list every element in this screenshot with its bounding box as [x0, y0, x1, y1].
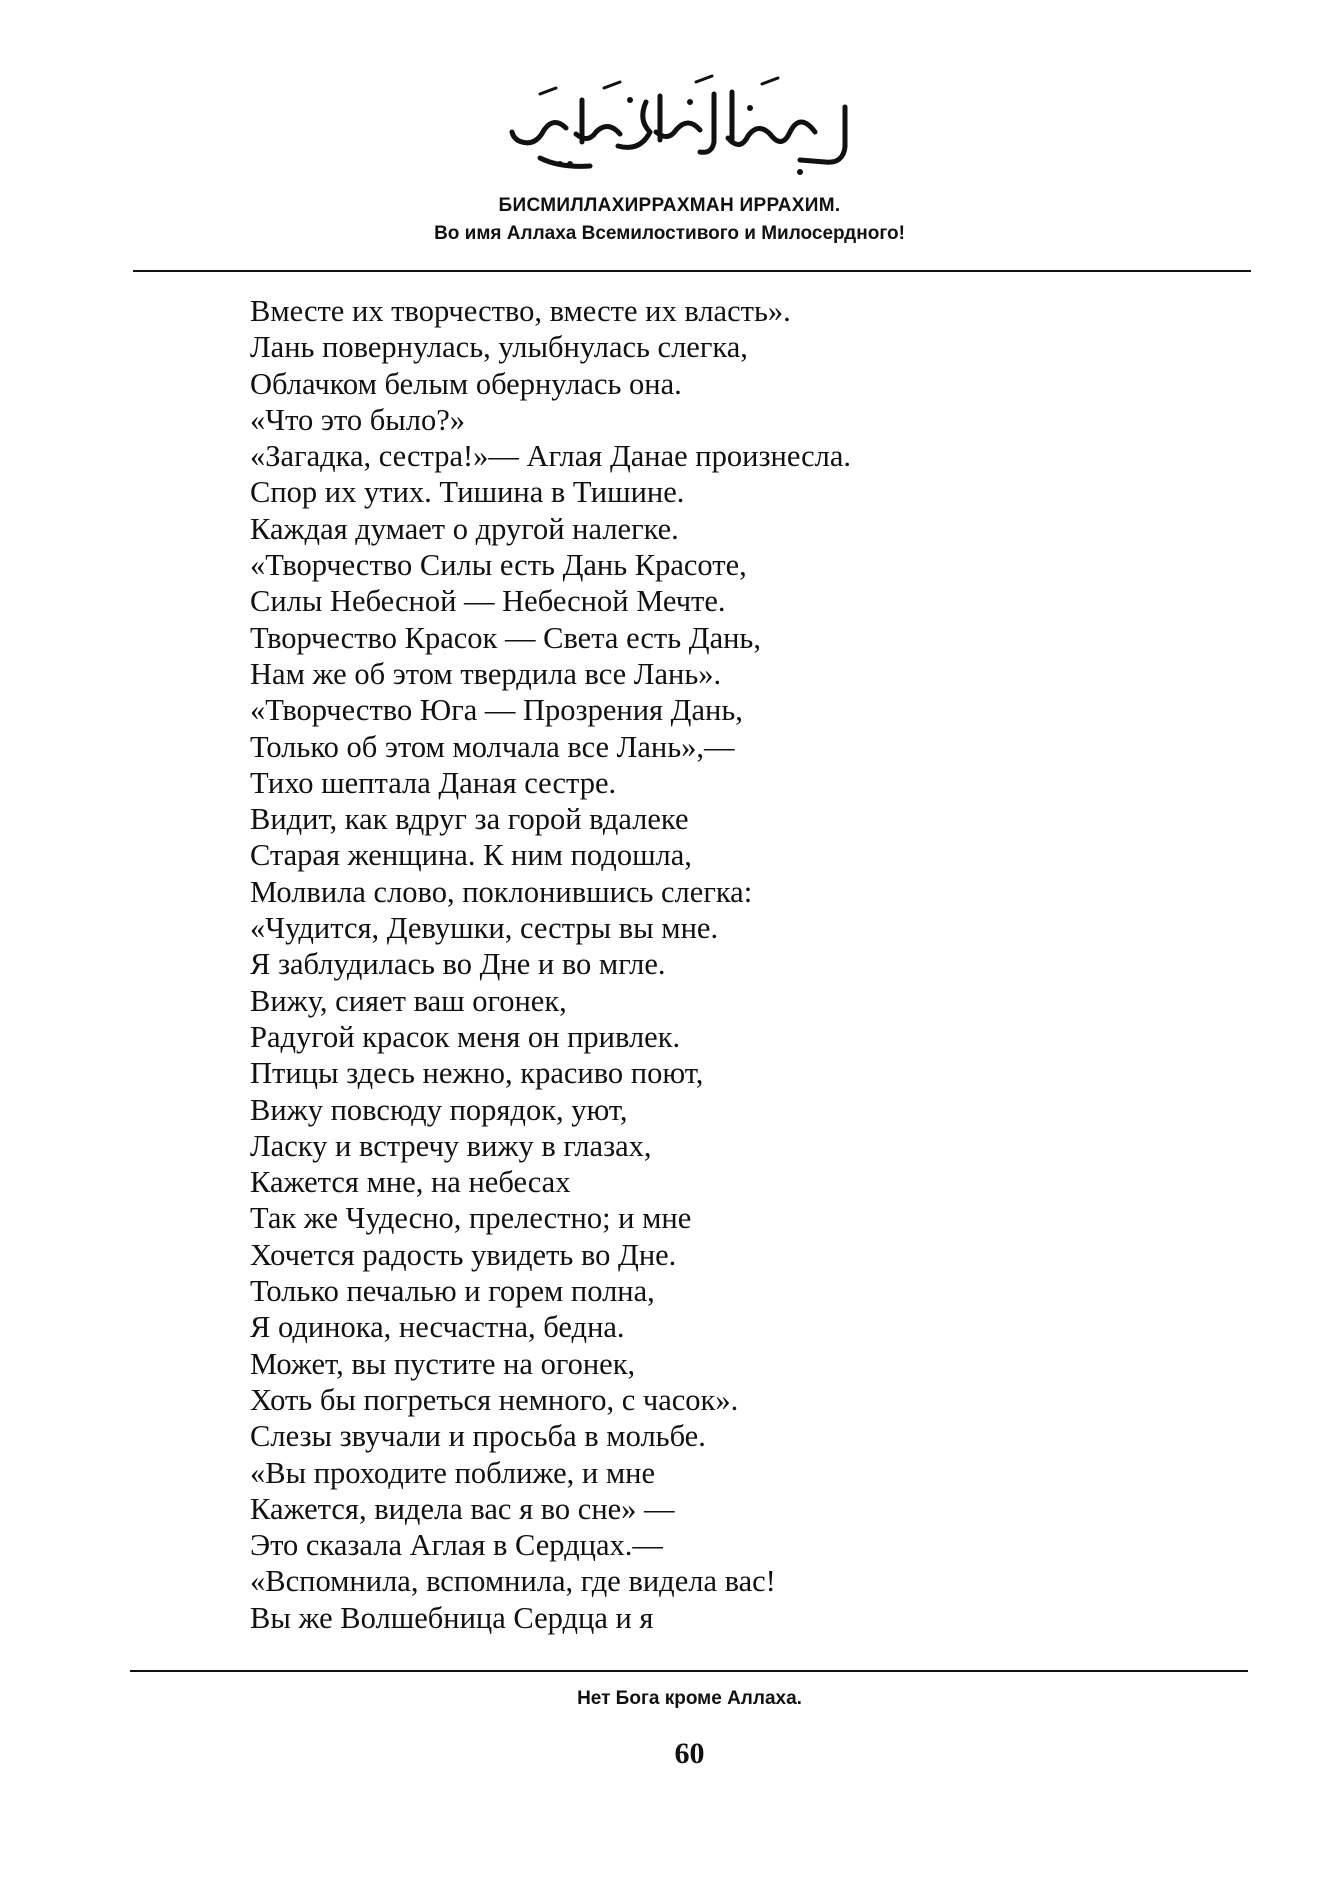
- verse-line: «Вспомнила, вспомнила, где видела вас!: [250, 1564, 776, 1599]
- verse-line: Видит, как вдруг за горой вдалеке: [250, 802, 689, 837]
- verse-line: Тихо шептала Даная сестре.: [250, 765, 617, 800]
- verse-line: «Загадка, сестра!»— Аглая Данае произнесла.: [250, 439, 852, 474]
- verse-text: [250, 293, 851, 1636]
- bottom-divider: [130, 1670, 1248, 1672]
- top-divider: [133, 270, 1251, 272]
- verse-line: Так же Чудесно, прелестно; и мне: [250, 1201, 692, 1236]
- verse-line: Радугой красок меня он привлек.: [250, 1019, 681, 1054]
- verse-line: Я заблудилась во Дне и во мгле.: [250, 947, 666, 982]
- header-title: БИСМИЛЛАХИРРАХМАН ИРРАХИМ.: [498, 195, 841, 216]
- verse-line: Вы же Волшебница Сердца и я: [250, 1600, 654, 1635]
- verse-line: Силы Небесной — Небесной Мечте.: [250, 584, 726, 619]
- footer-text: Нет Бога кроме Аллаха.: [577, 1688, 802, 1709]
- verse-line: Вижу повсюду порядок, уют,: [250, 1092, 628, 1127]
- verse-line: Кажется, видела вас я во сне» —: [250, 1491, 675, 1526]
- verse-line: «Вы проходите поближе, и мне: [250, 1455, 656, 1490]
- verse-line: Вместе их творчество, вместе их власть».: [250, 294, 791, 328]
- verse-line: Молвила слово, поклонившись слегка:: [250, 874, 753, 909]
- header-subtitle: Во имя Аллаха Всемилостивого и Милосердного!: [434, 223, 905, 244]
- verse-line: Творчество Красок — Света есть Дань,: [250, 620, 761, 655]
- verse-line: Только об этом молчала все Лань»,—: [250, 729, 735, 764]
- page-number: 60: [674, 1737, 705, 1770]
- verse-line: Я одинока, несчастна, бедна.: [250, 1310, 625, 1345]
- verse-line: «Что это было?»: [250, 402, 466, 437]
- verse-line: «Чудится, Девушки, сестры вы мне.: [250, 911, 719, 946]
- verse-line: Только печалью и горем полна,: [250, 1274, 655, 1309]
- verse-line: Слезы звучали и просьба в мольбе.: [250, 1419, 706, 1454]
- verse-line: Облачком белым обернулась она.: [250, 366, 682, 401]
- verse-line: Старая женщина. К ним подошла,: [250, 838, 692, 873]
- verse-line: Ласку и встречу вижу в глазах,: [250, 1128, 652, 1163]
- verse-line: Нам же об этом твердила все Лань».: [250, 656, 722, 691]
- verse-line: Вижу, сияет ваш огонек,: [250, 983, 567, 1018]
- verse-line: Хоть бы погреться немного, с часок».: [250, 1382, 739, 1417]
- bismillah-calligraphy: [500, 72, 860, 182]
- verse-line: Птицы здесь нежно, красиво поют,: [250, 1056, 704, 1091]
- verse-line: Лань повернулась, улыбнулась слегка,: [250, 330, 748, 365]
- verse-line: Спор их утих. Тишина в Тишине.: [250, 475, 685, 510]
- verse-line: Каждая думает о другой налегке.: [250, 511, 679, 546]
- verse-line: Может, вы пустите на огонек,: [250, 1346, 636, 1381]
- verse-line: «Творчество Юга — Прозрения Дань,: [250, 693, 743, 728]
- verse-line: Кажется мне, на небесах: [250, 1165, 571, 1200]
- verse-line: Это сказала Аглая в Сердцах.—: [250, 1528, 663, 1563]
- verse-line: Хочется радость увидеть во Дне.: [250, 1237, 677, 1272]
- verse-line: «Творчество Силы есть Дань Красоте,: [250, 548, 747, 583]
